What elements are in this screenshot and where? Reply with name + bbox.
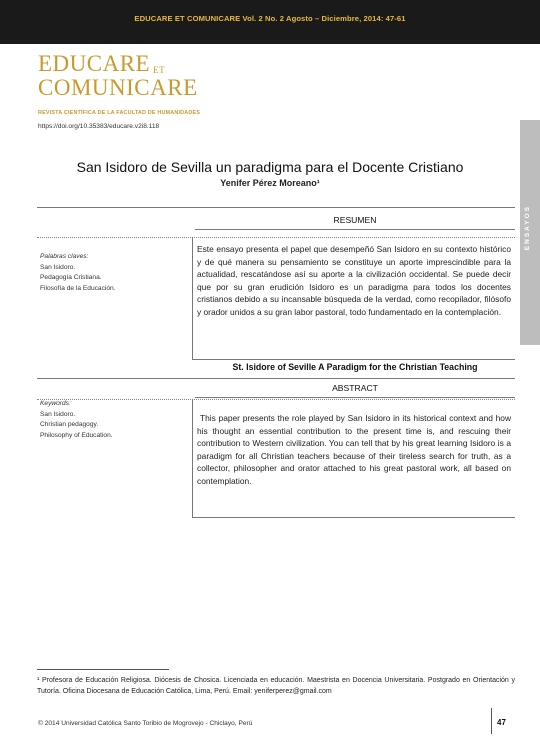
author-footnote: ¹ Profesora de Educación Religiosa. Diócesis de Chosica. Licenciada en educación. Maestrista en Docencia Universitaria. Postgrado en Orientación y Tutoría. Oficina Diocesana de Educación Católica, Lima, Perú. Email: yeniferperez@gmail.com bbox=[37, 677, 515, 695]
resumen-heading: RESUMEN bbox=[333, 215, 377, 225]
abstract-heading: ABSTRACT bbox=[332, 383, 378, 393]
page-number: 47 bbox=[497, 718, 506, 727]
abstract-keyword: Philosophy of Education. bbox=[40, 431, 113, 439]
resumen-keyword: Pedagogía Cristiana. bbox=[40, 274, 102, 282]
resumen-keywords bbox=[40, 252, 116, 294]
logo-word-et: ET bbox=[153, 65, 166, 75]
abstract-text: This paper presents the role played by San Isidoro in its historical context and how his thought an essential contribution to the present time is, and rescuing their contribution to Western civilization. You can tell that by his great learning Isidoro is a paradigm for all Christian teachers because of their tireless search for truth, as a collector, philosopher and orator attached to his great pastoral work, all based on contemplation. bbox=[197, 413, 511, 486]
divider-top bbox=[37, 207, 515, 208]
abstract-keyword: San Isidoro. bbox=[40, 410, 76, 418]
abstract-keyword: Christian pedagogy. bbox=[40, 421, 99, 429]
article-title: San Isidoro de Sevilla un paradigma para el Docente Cristiano bbox=[76, 159, 464, 175]
logo-word-comunicare: COMUNICARE bbox=[38, 75, 198, 100]
resumen-text: Este ensayo presenta el papel que desempeñó San Isidoro en su contexto histórico y de qué manera su pensamiento se constituye un aporte imprescindible para la actualidad, rescatándose así su aporte a la civilización occidental. Se puede decir que por su gran erudición Isidoro es un paradigma para todos los docentes cristianos debido a su incansable búsqueda de la verdad, como recopilador, filósofo y orador unidos a su gran labor pastoral, todo fundamentado en la contemplación. bbox=[197, 244, 511, 317]
divider-en-title bbox=[192, 359, 515, 360]
journal-logo bbox=[38, 52, 198, 100]
logo-word-educare: EDUCARE bbox=[38, 51, 151, 76]
divider-abstract bbox=[195, 397, 515, 398]
resumen-keyword: San Isidoro. bbox=[40, 263, 76, 271]
abstract-keywords-title: Keywords: bbox=[40, 400, 71, 407]
footnote-divider bbox=[37, 669, 169, 670]
divider-abstract-top bbox=[37, 378, 515, 379]
abstract-keywords bbox=[40, 399, 113, 441]
section-side-tab-label: ENSAYOS bbox=[524, 205, 531, 251]
resumen-keywords-title: Palabras claves: bbox=[40, 253, 89, 260]
divider-resumen-dotted bbox=[37, 237, 515, 238]
doi-link[interactable]: https://doi.org/10.35383/educare.v2i8.118 bbox=[38, 123, 160, 130]
article-author: Yenifer Pérez Moreano¹ bbox=[220, 178, 320, 188]
footer-copyright: © 2014 Universidad Católica Santo Toribio de Mogrovejo - Chiclayo, Perú bbox=[38, 720, 253, 727]
divider-abstract-bottom bbox=[192, 517, 515, 518]
column-divider-resumen bbox=[192, 237, 193, 359]
divider-resumen bbox=[195, 229, 515, 230]
journal-header-bar bbox=[0, 0, 540, 44]
column-divider-abstract bbox=[192, 399, 193, 517]
english-title: St. Isidore of Seville A Paradigm for the Christian Teaching bbox=[232, 362, 478, 372]
resumen-keyword: Filosofía de la Educación. bbox=[40, 284, 116, 292]
logo-subtitle: REVISTA CIENTÍFICA DE LA FACULTAD DE HUMANIDADES bbox=[38, 110, 201, 116]
journal-citation: EDUCARE ET COMUNICARE Vol. 2 No. 2 Agosto – Diciembre, 2014: 47-61 bbox=[134, 14, 406, 23]
footer-divider bbox=[491, 708, 492, 734]
